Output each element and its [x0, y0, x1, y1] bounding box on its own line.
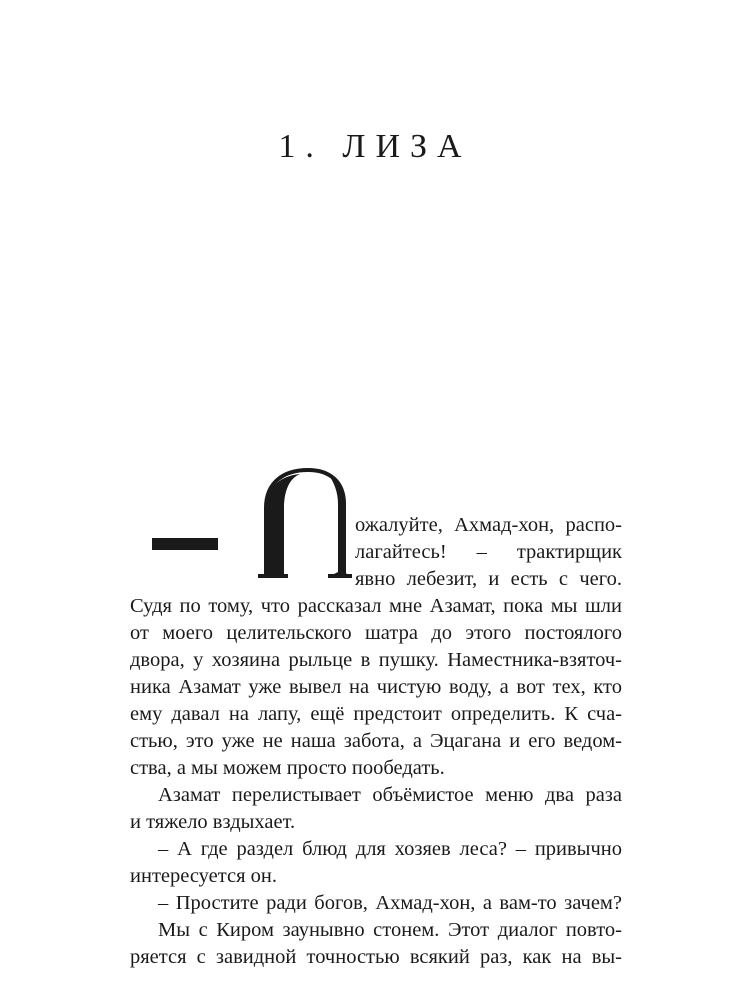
text-line: стью, это уже не наша забота, а Эцагана и его ведом- [130, 730, 622, 752]
text-line: от моего целительского шатра до этого постоялого [130, 622, 622, 644]
text-line: ства, а мы можем просто пообедать. [130, 757, 445, 779]
text-line: интересуется он. [130, 865, 277, 887]
drop-cap-letter [256, 468, 352, 580]
text-line: и тяжело вздыхает. [130, 811, 296, 833]
opening-dash [152, 538, 218, 550]
text-line: ряется с завидной точностью всякий раз, как на вы- [130, 946, 622, 968]
text-line: ему давал на лапу, ещё предстоит определить. К сча- [130, 703, 622, 725]
text-line: явно лебезит, и есть с чего. [355, 568, 622, 590]
text-line: Судя по тому, что рассказал мне Азамат, пока мы шли [130, 595, 622, 617]
text-line: ника Азамат уже вывел на чистую воду, а вот тех, кто [130, 676, 622, 698]
text-line: – Простите ради богов, Ахмад-хон, а вам-то зачем? [158, 892, 622, 914]
text-line: Азамат перелистывает объёмистое меню два раза [158, 784, 622, 806]
text-line: двора, у хозяина рыльце в пушку. Наместника-взяточ- [130, 649, 622, 671]
text-line: Мы с Киром заунывно стонем. Этот диалог повто- [158, 919, 622, 941]
text-line: лагайтесь! – трактирщик [355, 541, 622, 563]
text-line: – А где раздел блюд для хозяев леса? – привычно [158, 838, 622, 860]
text-line: ожалуйте, Ахмад-хон, распо- [355, 514, 622, 536]
chapter-title: 1. ЛИЗА [278, 128, 472, 165]
